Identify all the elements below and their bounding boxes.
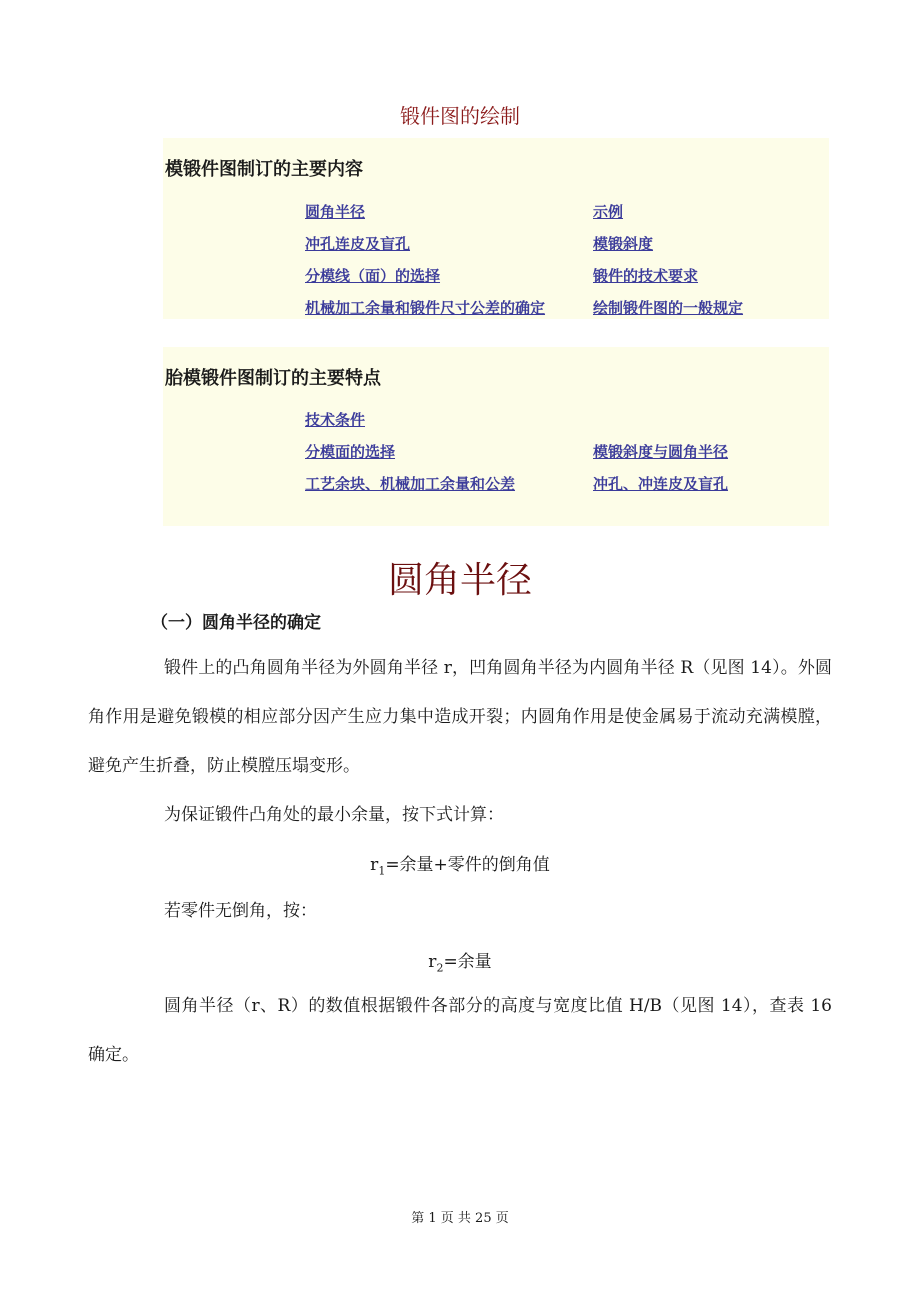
die-forging-contents-title: 模锻件图制订的主要内容 <box>165 159 363 180</box>
subsection-heading: （一）圆角半径的确定 <box>151 613 321 633</box>
formula-r2 <box>0 947 920 974</box>
link-tech-requirements[interactable]: 锻件的技术要求 <box>593 267 699 285</box>
formula-r2-var: r <box>428 952 437 972</box>
formula-r2-sub: 2 <box>436 961 444 975</box>
link-machining-allowance[interactable]: 机械加工余量和锻件尺寸公差的确定 <box>305 299 546 317</box>
link-draft-and-fillet[interactable]: 模锻斜度与圆角半径 <box>593 443 729 461</box>
paragraph-table-lookup: 圆角半径（r、R）的数值根据锻件各部分的高度与宽度比值 H/B（见图 14），查表 16 确定。 <box>88 996 832 1065</box>
formula-r1 <box>0 850 920 877</box>
formula-r1-sub: 1 <box>378 864 386 878</box>
link-process-allowance[interactable]: 工艺余块、机械加工余量和公差 <box>305 475 516 493</box>
formula-r1-var: r <box>370 855 379 875</box>
link-punch-web-blind-hole[interactable]: 冲孔连皮及盲孔 <box>305 235 411 253</box>
document-title: 锻件图的绘制 <box>400 104 520 128</box>
section-heading: 圆角半径 <box>387 560 532 601</box>
link-punch-holes[interactable]: 冲孔、冲连皮及盲孔 <box>593 475 729 493</box>
die-forging-contents-box <box>163 138 829 319</box>
link-drawing-rules[interactable]: 绘制锻件图的一般规定 <box>593 299 744 317</box>
link-draft-angle[interactable]: 模锻斜度 <box>593 235 654 253</box>
paragraph-no-chamfer: 若零件无倒角，按： <box>164 901 317 921</box>
page-footer: 第 1 页 共 25 页 <box>411 1211 509 1226</box>
link-fillet-radius[interactable]: 圆角半径 <box>305 203 366 221</box>
link-example[interactable]: 示例 <box>593 203 624 221</box>
paragraph-formula-intro: 为保证锻件凸角处的最小余量，按下式计算： <box>164 805 504 825</box>
paragraph-fillet-definition: 锻件上的凸角圆角半径为外圆角半径 r，凹角圆角半径为内圆角半径 R（见图 14）。外圆角作用是避免锻模的相应部分因产生应力集中造成开裂；内圆角作用是使金属易于流动充满模膛，避免产生折叠，防止模膛压塌变形。 <box>88 658 832 776</box>
formula-r2-rest: =余量 <box>443 952 492 972</box>
formula-r1-rest: =余量+零件的倒角值 <box>385 855 550 875</box>
link-parting-line[interactable]: 分模线（面）的选择 <box>305 267 441 285</box>
link-parting-surface[interactable]: 分模面的选择 <box>305 443 396 461</box>
link-tech-conditions[interactable]: 技术条件 <box>305 411 366 429</box>
tire-die-features-title: 胎模锻件图制订的主要特点 <box>165 368 381 389</box>
tire-die-features-box <box>163 347 829 526</box>
